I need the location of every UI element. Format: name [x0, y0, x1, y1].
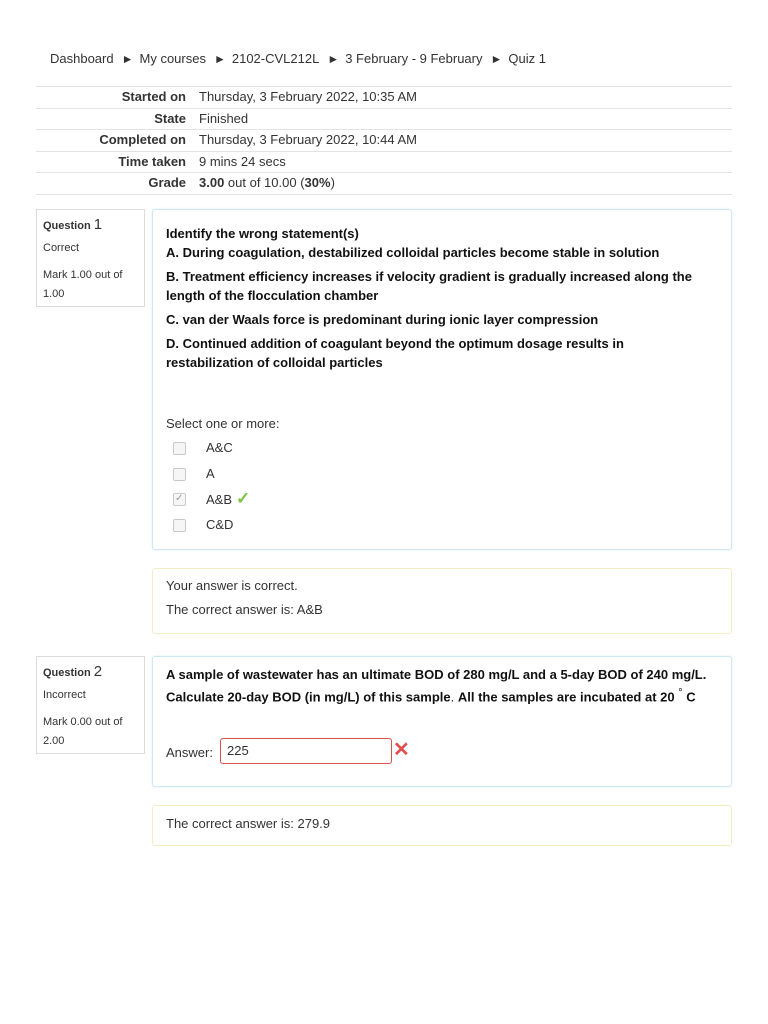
question-1-feedback [152, 568, 732, 634]
feedback-right-answer: The correct answer is: A&B [166, 602, 323, 617]
breadcrumb-dashboard[interactable]: Dashboard [50, 51, 114, 66]
option-cd[interactable] [173, 517, 234, 533]
summary-label: Time taken [36, 151, 199, 173]
question-tail-text: All the samples are incubated at 20 [457, 689, 679, 705]
summary-row-grade [36, 173, 732, 195]
breadcrumb-separator-icon: ► [490, 52, 503, 66]
grade-close: ) [330, 175, 335, 190]
grade-out-of: out of 10.00 ( [224, 175, 305, 190]
option-label: A [206, 466, 215, 481]
incorrect-cross-icon: ✕ [393, 739, 410, 761]
checkbox[interactable] [173, 519, 186, 532]
question-2-info [36, 656, 145, 754]
question-state: Correct [43, 242, 80, 254]
option-ac[interactable] [173, 440, 233, 456]
question-2-text: A sample of wastewater has an ultimate BOD of 280 mg/L and a 5-day BOD of 240 mg/L. Calculate 20-day BOD (in mg/L) of this sample. All the samples are incubated at 20 ° C [166, 667, 707, 705]
breadcrumb [50, 51, 546, 66]
answer-input[interactable]: 225 [220, 738, 392, 764]
statement-a: A. During coagulation, destabilized colloidal particles become stable in solution [166, 245, 660, 260]
breadcrumb-quiz[interactable]: Quiz 1 [508, 51, 546, 66]
option-label: A&C [206, 440, 233, 455]
unit-text: C [686, 689, 696, 705]
summary-value: Thursday, 3 February 2022, 10:35 AM [199, 87, 732, 109]
select-prompt: Select one or more: [166, 416, 280, 431]
question-state: Incorrect [43, 689, 86, 701]
answer-label: Answer: [166, 745, 213, 760]
question-number: Question 1 [43, 216, 103, 233]
summary-label: Started on [36, 87, 199, 109]
summary-label: State [36, 108, 199, 130]
option-label: A&B [206, 492, 233, 507]
question-2-feedback [152, 805, 732, 846]
correct-tick-icon: ✓ [236, 489, 251, 508]
attempt-summary-table [36, 86, 732, 195]
summary-value: Thursday, 3 February 2022, 10:44 AM [199, 130, 732, 152]
checkbox-checked[interactable] [173, 493, 186, 506]
checkbox[interactable] [173, 468, 186, 481]
question-2-formulation [152, 656, 732, 787]
question-1-info [36, 209, 145, 307]
breadcrumb-separator-icon: ► [121, 52, 134, 66]
breadcrumb-separator-icon: ► [327, 52, 340, 66]
question-1-text [166, 224, 711, 372]
option-a[interactable] [173, 466, 215, 482]
option-ab[interactable] [173, 489, 251, 508]
summary-value: 9 mins 24 secs [199, 151, 732, 173]
statement-b: B. Treatment efficiency increases if velocity gradient is gradually increased along the length of the flocculation chamber [166, 269, 692, 303]
checkbox[interactable] [173, 442, 186, 455]
feedback-correctness: Your answer is correct. [166, 578, 298, 593]
summary-row-state [36, 108, 732, 130]
summary-label: Grade [36, 173, 199, 195]
summary-label: Completed on [36, 130, 199, 152]
statement-c: C. van der Waals force is predominant during ionic layer compression [166, 312, 599, 327]
summary-value: Finished [199, 108, 732, 130]
summary-row-completed [36, 130, 732, 152]
breadcrumb-course[interactable]: 2102-CVL212L [231, 51, 320, 66]
question-mark: Mark 1.00 out of 1.00 [43, 269, 123, 300]
summary-row-time-taken [36, 151, 732, 173]
statement-d: D. Continued addition of coagulant beyond the optimum dosage results in restabilization of colloidal particles [166, 336, 624, 370]
grade-score: 3.00 [199, 175, 225, 190]
question-1-formulation [152, 209, 732, 550]
question-main-text: A sample of wastewater has an ultimate BOD of 280 mg/L and a 5-day BOD of 240 mg/L. Calculate 20-day BOD (in mg/L) of this sample [166, 667, 707, 705]
degree-symbol: ° [678, 687, 683, 699]
grade-value [199, 173, 732, 195]
breadcrumb-my-courses[interactable]: My courses [139, 51, 206, 66]
breadcrumb-separator-icon: ► [213, 52, 226, 66]
breadcrumb-week[interactable]: 3 February - 9 February [345, 51, 483, 66]
summary-row-started [36, 87, 732, 109]
feedback-right-answer: The correct answer is: 279.9 [166, 816, 331, 831]
grade-percent: 30% [304, 175, 331, 190]
question-mark: Mark 0.00 out of 2.00 [43, 716, 123, 747]
option-label: C&D [206, 517, 234, 532]
question-heading: Identify the wrong statement(s) [166, 226, 359, 241]
question-number: Question 2 [43, 663, 103, 680]
